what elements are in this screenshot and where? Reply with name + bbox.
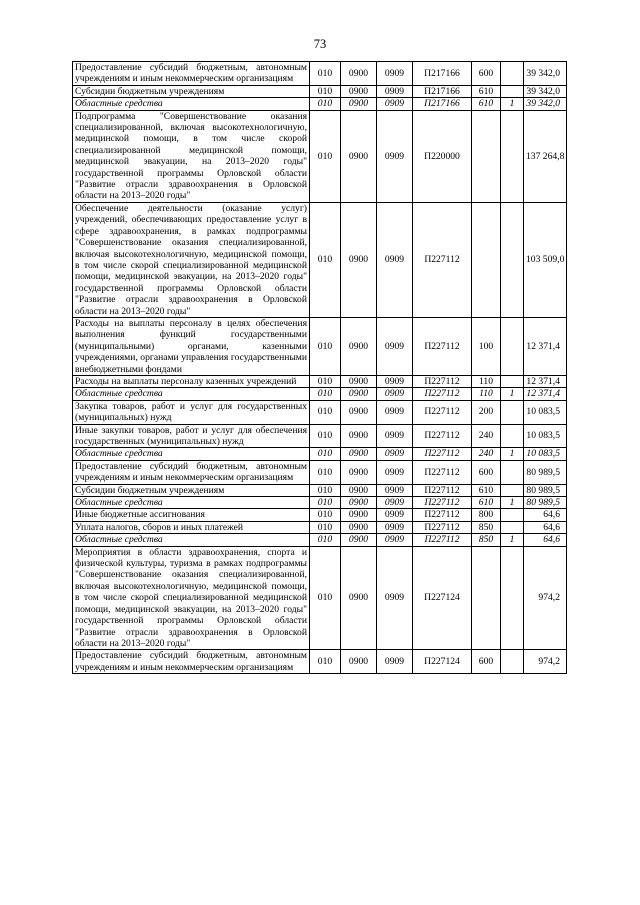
- expense-type-cell: 600: [472, 62, 501, 86]
- funding-source-cell: [501, 85, 524, 97]
- funding-source-cell: [501, 62, 524, 86]
- table-row: [73, 424, 567, 448]
- row-name-cell: Областные средства: [73, 388, 310, 400]
- amount-cell: 80 989,5: [524, 497, 567, 509]
- section-code-cell: 0900: [341, 85, 377, 97]
- expense-type-cell: 600: [472, 460, 501, 484]
- section-code-cell: 0900: [341, 62, 377, 86]
- section-code-cell: 0900: [341, 400, 377, 424]
- table-row: [73, 521, 567, 533]
- section-code-cell: 0900: [341, 448, 377, 460]
- table-row: [73, 98, 567, 110]
- ministry-code-cell: 010: [310, 521, 341, 533]
- ministry-code-cell: 010: [310, 460, 341, 484]
- row-name-cell: Мероприятия в области здравоохранения, спорта и физической культуры, туризма в рамках подпрограммы "Совершенствование оказания специализированной, включая высокотехнологичную, медицинской помощи, в том числе скорой специализированной медицинской помощи, медицинской эвакуации, на 2013–2020 годы" государственной программы Орловской области "Развитие отрасли здравоохранения в Орловской области на 2013–2020 годы": [73, 546, 310, 650]
- subsection-code-cell: 0909: [377, 460, 413, 484]
- ministry-code-cell: 010: [310, 98, 341, 110]
- table-row: [73, 448, 567, 460]
- row-name-cell: Уплата налогов, сборов и иных платежей: [73, 521, 310, 533]
- subsection-code-cell: 0909: [377, 534, 413, 546]
- budget-table: [72, 61, 567, 674]
- row-name-cell: Областные средства: [73, 534, 310, 546]
- amount-cell: 80 989,5: [524, 484, 567, 496]
- expense-type-cell: 240: [472, 448, 501, 460]
- expense-type-cell: 610: [472, 98, 501, 110]
- table-row: [73, 388, 567, 400]
- subsection-code-cell: 0909: [377, 484, 413, 496]
- ministry-code-cell: 010: [310, 448, 341, 460]
- funding-source-cell: 1: [501, 388, 524, 400]
- target-article-cell: П227112: [413, 460, 472, 484]
- subsection-code-cell: 0909: [377, 546, 413, 650]
- target-article-cell: П217166: [413, 85, 472, 97]
- ministry-code-cell: 010: [310, 546, 341, 650]
- table-body: [73, 62, 567, 674]
- amount-cell: 10 083,5: [524, 424, 567, 448]
- table-row: [73, 375, 567, 387]
- ministry-code-cell: 010: [310, 317, 341, 375]
- page-number: 73: [313, 37, 327, 51]
- ministry-code-cell: 010: [310, 509, 341, 521]
- target-article-cell: П217166: [413, 62, 472, 86]
- amount-cell: 10 083,5: [524, 448, 567, 460]
- section-code-cell: 0900: [341, 460, 377, 484]
- ministry-code-cell: 010: [310, 375, 341, 387]
- table-row: [73, 202, 567, 317]
- funding-source-cell: [501, 509, 524, 521]
- expense-type-cell: [472, 202, 501, 317]
- subsection-code-cell: 0909: [377, 98, 413, 110]
- row-name-cell: Субсидии бюджетным учреждениям: [73, 484, 310, 496]
- amount-cell: 137 264,8: [524, 110, 567, 202]
- funding-source-cell: [501, 546, 524, 650]
- amount-cell: 10 083,5: [524, 400, 567, 424]
- table-row: [73, 400, 567, 424]
- funding-source-cell: [501, 521, 524, 533]
- amount-cell: 12 371,4: [524, 317, 567, 375]
- expense-type-cell: 610: [472, 484, 501, 496]
- table-row: [73, 546, 567, 650]
- target-article-cell: П227112: [413, 388, 472, 400]
- subsection-code-cell: 0909: [377, 202, 413, 317]
- target-article-cell: П227112: [413, 521, 472, 533]
- section-code-cell: 0900: [341, 110, 377, 202]
- funding-source-cell: 1: [501, 98, 524, 110]
- target-article-cell: П227112: [413, 448, 472, 460]
- amount-cell: 12 371,4: [524, 388, 567, 400]
- amount-cell: 64,6: [524, 509, 567, 521]
- expense-type-cell: 850: [472, 534, 501, 546]
- section-code-cell: 0900: [341, 375, 377, 387]
- amount-cell: 974,2: [524, 546, 567, 650]
- target-article-cell: П227112: [413, 509, 472, 521]
- row-name-cell: Областные средства: [73, 497, 310, 509]
- expense-type-cell: 240: [472, 424, 501, 448]
- target-article-cell: П227124: [413, 546, 472, 650]
- table-row: [73, 460, 567, 484]
- row-name-cell: Иные бюджетные ассигнования: [73, 509, 310, 521]
- subsection-code-cell: 0909: [377, 400, 413, 424]
- section-code-cell: 0900: [341, 534, 377, 546]
- target-article-cell: П227112: [413, 202, 472, 317]
- funding-source-cell: [501, 110, 524, 202]
- table-row: [73, 317, 567, 375]
- funding-source-cell: [501, 650, 524, 674]
- ministry-code-cell: 010: [310, 424, 341, 448]
- target-article-cell: П227124: [413, 650, 472, 674]
- ministry-code-cell: 010: [310, 62, 341, 86]
- table-row: [73, 534, 567, 546]
- table-row: [73, 497, 567, 509]
- subsection-code-cell: 0909: [377, 509, 413, 521]
- expense-type-cell: 800: [472, 509, 501, 521]
- row-name-cell: Предоставление субсидий бюджетным, автономным учреждениям и иным некоммерческим организациям: [73, 460, 310, 484]
- row-name-cell: Расходы на выплаты персоналу казенных учреждений: [73, 375, 310, 387]
- expense-type-cell: 610: [472, 85, 501, 97]
- amount-cell: 64,6: [524, 534, 567, 546]
- funding-source-cell: 1: [501, 497, 524, 509]
- expense-type-cell: 100: [472, 317, 501, 375]
- section-code-cell: 0900: [341, 388, 377, 400]
- row-name-cell: Областные средства: [73, 448, 310, 460]
- section-code-cell: 0900: [341, 98, 377, 110]
- ministry-code-cell: 010: [310, 497, 341, 509]
- section-code-cell: 0900: [341, 202, 377, 317]
- section-code-cell: 0900: [341, 546, 377, 650]
- target-article-cell: П227112: [413, 484, 472, 496]
- table-row: [73, 509, 567, 521]
- funding-source-cell: [501, 317, 524, 375]
- target-article-cell: П227112: [413, 424, 472, 448]
- subsection-code-cell: 0909: [377, 497, 413, 509]
- subsection-code-cell: 0909: [377, 375, 413, 387]
- funding-source-cell: [501, 400, 524, 424]
- ministry-code-cell: 010: [310, 110, 341, 202]
- target-article-cell: П227112: [413, 375, 472, 387]
- subsection-code-cell: 0909: [377, 650, 413, 674]
- subsection-code-cell: 0909: [377, 388, 413, 400]
- ministry-code-cell: 010: [310, 534, 341, 546]
- ministry-code-cell: 010: [310, 85, 341, 97]
- section-code-cell: 0900: [341, 521, 377, 533]
- target-article-cell: П227112: [413, 400, 472, 424]
- amount-cell: 39 342,0: [524, 62, 567, 86]
- ministry-code-cell: 010: [310, 202, 341, 317]
- table-row: [73, 85, 567, 97]
- expense-type-cell: 110: [472, 388, 501, 400]
- expense-type-cell: [472, 110, 501, 202]
- amount-cell: 80 989,5: [524, 460, 567, 484]
- target-article-cell: П227112: [413, 534, 472, 546]
- expense-type-cell: 110: [472, 375, 501, 387]
- row-name-cell: Расходы на выплаты персоналу в целях обеспечения выполнения функций государственными (муниципальными) органами, казенными учреждениями, органами управления государственными внебюджетными фондами: [73, 317, 310, 375]
- section-code-cell: 0900: [341, 484, 377, 496]
- subsection-code-cell: 0909: [377, 62, 413, 86]
- table-row: [73, 650, 567, 674]
- row-name-cell: Закупка товаров, работ и услуг для государственных (муниципальных) нужд: [73, 400, 310, 424]
- ministry-code-cell: 010: [310, 400, 341, 424]
- table-row: [73, 110, 567, 202]
- section-code-cell: 0900: [341, 497, 377, 509]
- subsection-code-cell: 0909: [377, 110, 413, 202]
- amount-cell: 103 509,0: [524, 202, 567, 317]
- subsection-code-cell: 0909: [377, 424, 413, 448]
- section-code-cell: 0900: [341, 317, 377, 375]
- funding-source-cell: [501, 424, 524, 448]
- row-name-cell: Иные закупки товаров, работ и услуг для обеспечения государственных (муниципальных) нужд: [73, 424, 310, 448]
- expense-type-cell: [472, 546, 501, 650]
- section-code-cell: 0900: [341, 424, 377, 448]
- expense-type-cell: 850: [472, 521, 501, 533]
- target-article-cell: П217166: [413, 98, 472, 110]
- amount-cell: 12 371,4: [524, 375, 567, 387]
- ministry-code-cell: 010: [310, 484, 341, 496]
- subsection-code-cell: 0909: [377, 85, 413, 97]
- subsection-code-cell: 0909: [377, 448, 413, 460]
- funding-source-cell: [501, 375, 524, 387]
- row-name-cell: Предоставление субсидий бюджетным, автономным учреждениям и иным некоммерческим организациям: [73, 650, 310, 674]
- expense-type-cell: 200: [472, 400, 501, 424]
- ministry-code-cell: 010: [310, 388, 341, 400]
- funding-source-cell: [501, 202, 524, 317]
- amount-cell: 39 342,0: [524, 98, 567, 110]
- row-name-cell: Обеспечение деятельности (оказание услуг) учреждений, обеспечивающих предоставление услуг в сфере здравоохранения, в рамках подпрограммы "Совершенствование оказания специализированной, включая высокотехнологичную, медицинской помощи, в том числе скорой специализированной медицинской помощи, медицинской эвакуации, на 2013–2020 годы" государственной программы Орловской области "Развитие отрасли здравоохранения в Орловской области на 2013–2020 годы": [73, 202, 310, 317]
- amount-cell: 64,6: [524, 521, 567, 533]
- amount-cell: 39 342,0: [524, 85, 567, 97]
- funding-source-cell: [501, 460, 524, 484]
- row-name-cell: Областные средства: [73, 98, 310, 110]
- target-article-cell: П220000: [413, 110, 472, 202]
- section-code-cell: 0900: [341, 509, 377, 521]
- row-name-cell: Подпрограмма "Совершенствование оказания специализированной, включая высокотехнологичную, медицинской помощи, в том числе скорой специализированной медицинской помощи, медицинской эвакуации, на 2013–2020 годы" государственной программы Орловской области "Развитие отрасли здравоохранения в Орловской области на 2013–2020 годы": [73, 110, 310, 202]
- expense-type-cell: 610: [472, 497, 501, 509]
- funding-source-cell: 1: [501, 534, 524, 546]
- amount-cell: 974,2: [524, 650, 567, 674]
- row-name-cell: Предоставление субсидий бюджетным, автономным учреждениям и иным некоммерческим организациям: [73, 62, 310, 86]
- row-name-cell: Субсидии бюджетным учреждениям: [73, 85, 310, 97]
- target-article-cell: П227112: [413, 317, 472, 375]
- table-row: [73, 62, 567, 86]
- funding-source-cell: 1: [501, 448, 524, 460]
- expense-type-cell: 600: [472, 650, 501, 674]
- funding-source-cell: [501, 484, 524, 496]
- section-code-cell: 0900: [341, 650, 377, 674]
- subsection-code-cell: 0909: [377, 317, 413, 375]
- ministry-code-cell: 010: [310, 650, 341, 674]
- subsection-code-cell: 0909: [377, 521, 413, 533]
- table-row: [73, 484, 567, 496]
- target-article-cell: П227112: [413, 497, 472, 509]
